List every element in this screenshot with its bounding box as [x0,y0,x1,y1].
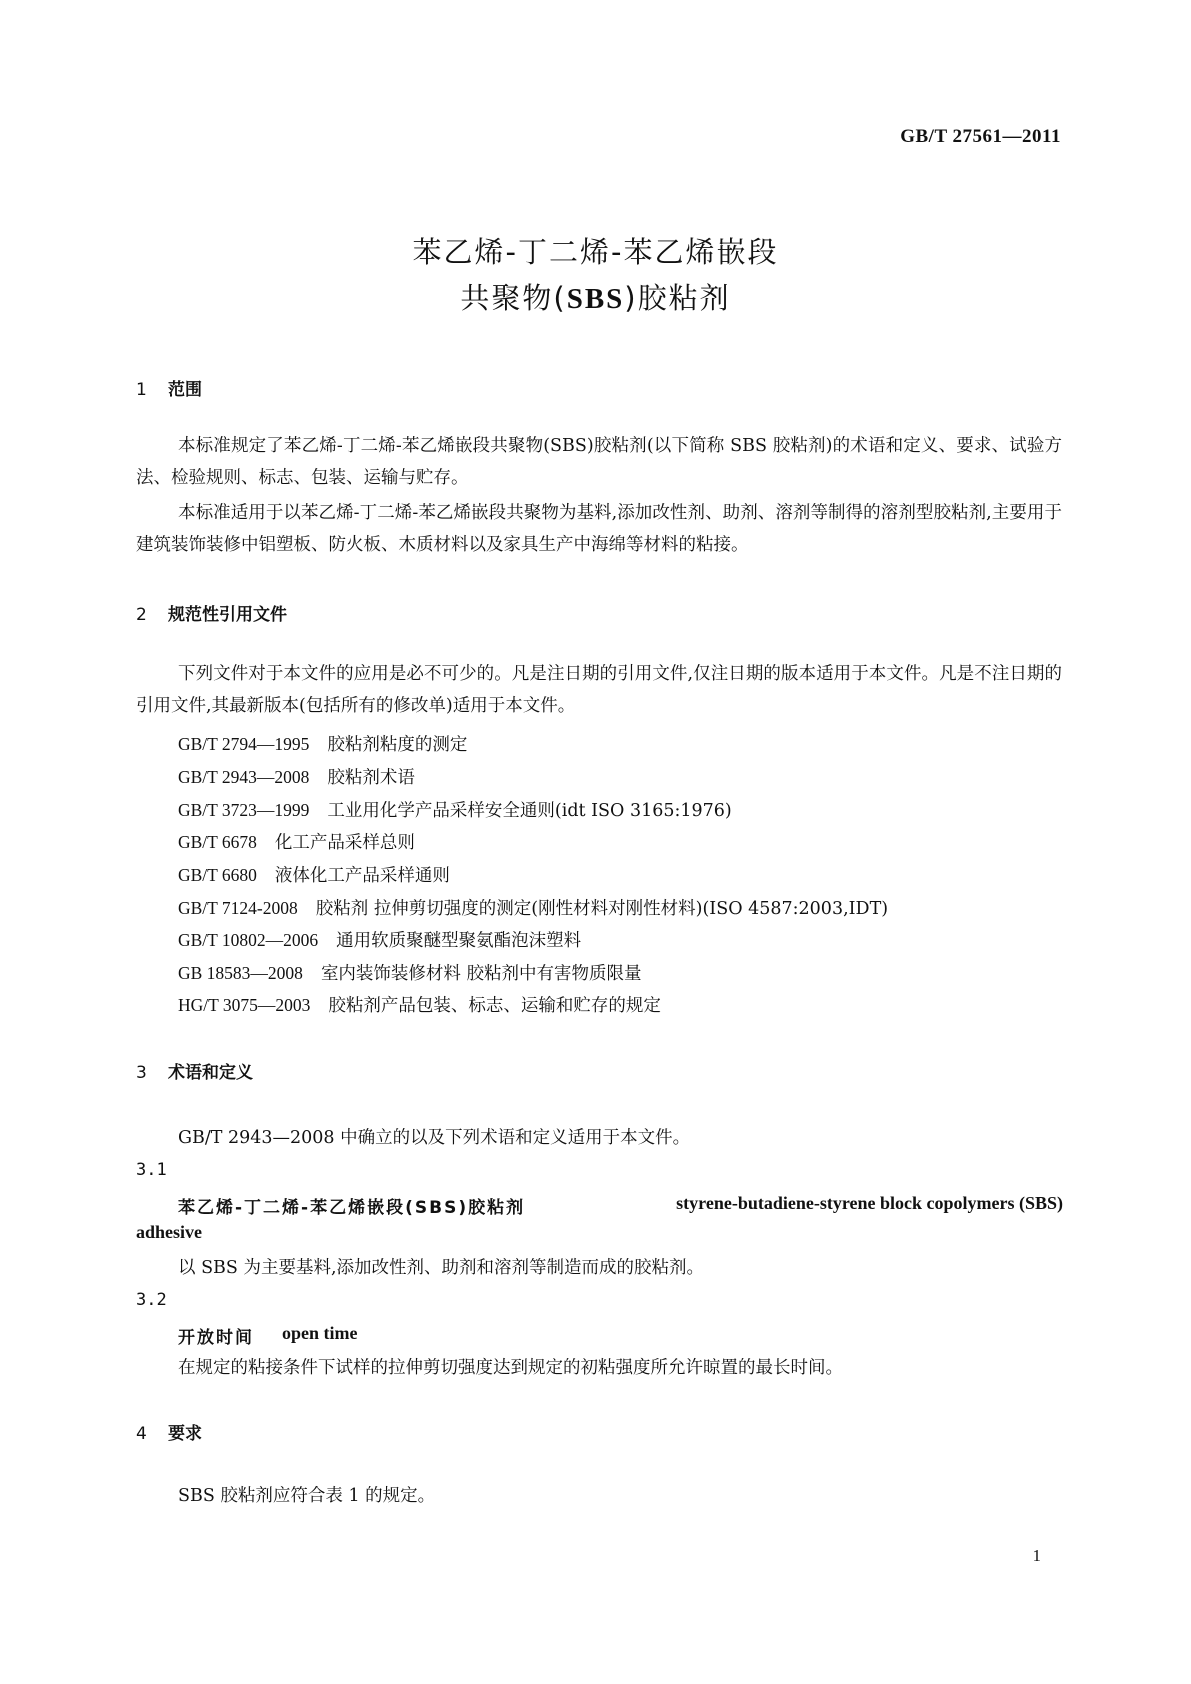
reference-title: 室内装饰装修材料 胶粘剂中有害物质限量 [320,964,642,984]
reference-code: GB/T 2943—2008 [178,767,310,787]
reference-item [178,862,450,887]
reference-code: GB/T 6678 [178,832,257,852]
reference-code: GB/T 2794—1995 [178,734,310,754]
reference-title: 化工产品采样总则 [274,833,415,853]
reference-code: GB/T 3723—1999 [178,800,310,820]
term-english: styrene-butadiene-styrene block copolymers (SBS) [676,1193,1063,1213]
term-definition: 以 SBS 为主要基料,添加改性剂、助剂和溶剂等制造而成的胶粘剂。 [178,1258,705,1278]
reference-code: GB/T 6680 [178,865,257,885]
reference-title: 通用软质聚醚型聚氨酯泡沫塑料 [336,931,582,951]
reference-item [178,764,415,789]
reference-item [178,731,467,756]
document-title-line-2 [0,276,1191,317]
section-title: 范围 [168,380,202,400]
terms-intro-paragraph: GB/T 2943—2008 中确立的以及下列术语和定义适用于本文件。 [178,1128,691,1148]
reference-title: 工业用化学产品采样安全通则(idt ISO 3165:1976) [327,801,732,821]
section-title: 要求 [168,1424,202,1444]
section-title: 规范性引用文件 [168,605,287,625]
term-english-continued: adhesive [136,1222,203,1242]
reference-code: HG/T 3075—2003 [178,995,311,1015]
section-1-heading [136,375,202,400]
reference-title: 胶粘剂粘度的测定 [327,735,468,755]
term-chinese: 开放时间 [178,1328,254,1348]
clause-number: 3.2 [136,1290,167,1310]
reference-item [178,797,732,822]
section-4-heading [136,1419,202,1444]
standard-number: GB/T 27561—2011 [900,126,1061,147]
section-title: 术语和定义 [168,1063,253,1083]
reference-code: GB/T 10802—2006 [178,930,319,950]
scope-paragraph-2: 本标准适用于以苯乙烯-丁二烯-苯乙烯嵌段共聚物为基料,添加改性剂、助剂、溶剂等制得的溶剂型胶粘剂,主要用于建筑装饰装修中铝塑板、防火板、木质材料以及家具生产中海绵等材料的粘接。 [136,503,1062,555]
reference-title: 液体化工产品采样通则 [274,866,450,886]
reference-item [178,927,581,952]
section-number: 4 [136,1424,147,1444]
term-definition: 在规定的粘接条件下试样的拉伸剪切强度达到规定的初粘强度所允许晾置的最长时间。 [178,1358,843,1378]
requirements-paragraph: SBS 胶粘剂应符合表 1 的规定。 [178,1486,436,1506]
reference-title: 胶粘剂 拉伸剪切强度的测定(刚性材料对刚性材料)(ISO 4587:2003,IDT) [315,899,889,919]
term-chinese: 苯乙烯-丁二烯-苯乙烯嵌段(SBS)胶粘剂 [178,1198,526,1218]
reference-item [178,992,661,1017]
reference-item [178,829,415,854]
section-number: 1 [136,380,147,400]
section-number: 2 [136,605,147,625]
reference-title: 胶粘剂术语 [327,768,415,788]
title-suffix: )胶粘剂 [624,281,731,315]
references-intro-paragraph: 下列文件对于本文件的应用是必不可少的。凡是注日期的引用文件,仅注日期的版本适用于本文件。凡是不注日期的引用文件,其最新版本(包括所有的修改单)适用于本文件。 [136,664,1062,716]
reference-code: GB 18583—2008 [178,963,303,983]
clause-number: 3.1 [136,1160,167,1180]
reference-title: 胶粘剂产品包装、标志、运输和贮存的规定 [328,996,661,1016]
page-number: 1 [1032,1546,1041,1565]
document-title-line-1: 苯乙烯-丁二烯-苯乙烯嵌段 [412,235,779,269]
title-abbreviation: SBS [566,283,625,315]
section-2-heading [136,600,287,625]
title-prefix: 共聚物( [460,281,567,315]
reference-item [178,895,888,920]
section-number: 3 [136,1063,147,1083]
section-3-heading [136,1058,253,1083]
scope-paragraph-1: 本标准规定了苯乙烯-丁二烯-苯乙烯嵌段共聚物(SBS)胶粘剂(以下简称 SBS 胶粘剂)的术语和定义、要求、试验方法、检验规则、标志、包装、运输与贮存。 [136,436,1062,488]
reference-item [178,960,642,985]
term-english: open time [282,1323,358,1343]
reference-code: GB/T 7124-2008 [178,898,298,918]
